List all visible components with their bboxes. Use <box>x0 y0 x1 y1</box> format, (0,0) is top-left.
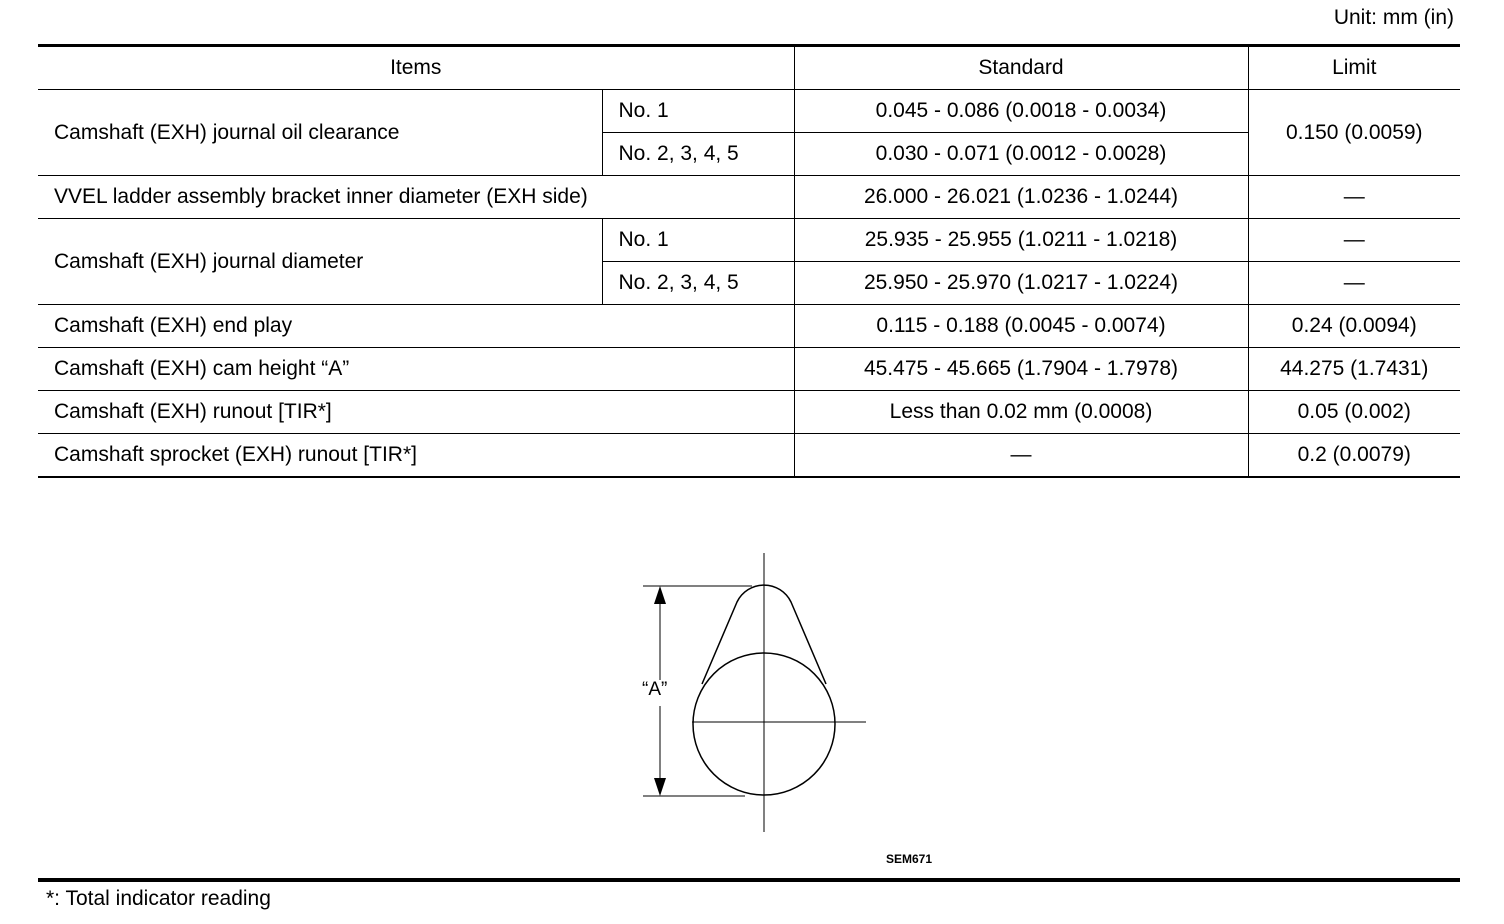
sub-item: No. 2, 3, 4, 5 <box>602 262 794 305</box>
item-journal-diameter: Camshaft (EXH) journal diameter <box>38 219 602 305</box>
item-camshaft-runout: Camshaft (EXH) runout [TIR*] <box>38 391 794 434</box>
header-limit: Limit <box>1248 46 1460 90</box>
limit-value: — <box>1248 262 1460 305</box>
standard-value: 0.045 - 0.086 (0.0018 - 0.0034) <box>794 90 1248 133</box>
standard-value: — <box>794 434 1248 478</box>
figure-code: SEM671 <box>886 852 933 866</box>
item-bracket-inner-diameter: VVEL ladder assembly bracket inner diameter (EXH side) <box>38 176 794 219</box>
limit-value: 0.2 (0.0079) <box>1248 434 1460 478</box>
standard-value: 26.000 - 26.021 (1.0236 - 1.0244) <box>794 176 1248 219</box>
item-sprocket-runout: Camshaft sprocket (EXH) runout [TIR*] <box>38 434 794 478</box>
limit-value: 0.05 (0.002) <box>1248 391 1460 434</box>
header-items: Items <box>38 46 794 90</box>
item-journal-oil-clearance: Camshaft (EXH) journal oil clearance <box>38 90 602 176</box>
table-row <box>38 391 1460 434</box>
table-header-row <box>38 46 1460 90</box>
dimension-label-a: “A” <box>642 679 668 700</box>
item-end-play: Camshaft (EXH) end play <box>38 305 794 348</box>
standard-value: 25.935 - 25.955 (1.0211 - 1.0218) <box>794 219 1248 262</box>
unit-label: Unit: mm (in) <box>1333 6 1454 29</box>
standard-value: 0.115 - 0.188 (0.0045 - 0.0074) <box>794 305 1248 348</box>
footnote: *: Total indicator reading <box>46 887 271 910</box>
dimension-arrow-up <box>654 586 666 604</box>
sub-item: No. 2, 3, 4, 5 <box>602 133 794 176</box>
cam-height-diagram <box>640 550 880 840</box>
spec-table <box>38 44 1460 478</box>
standard-value: 0.030 - 0.071 (0.0012 - 0.0028) <box>794 133 1248 176</box>
limit-value: — <box>1248 176 1460 219</box>
table-row <box>38 90 1460 133</box>
sub-item: No. 1 <box>602 90 794 133</box>
standard-value: Less than 0.02 mm (0.0008) <box>794 391 1248 434</box>
standard-value: 25.950 - 25.970 (1.0217 - 1.0224) <box>794 262 1248 305</box>
limit-value: 44.275 (1.7431) <box>1248 348 1460 391</box>
header-standard: Standard <box>794 46 1248 90</box>
limit-value: 0.24 (0.0094) <box>1248 305 1460 348</box>
table-row <box>38 434 1460 478</box>
limit-value: — <box>1248 219 1460 262</box>
table-row <box>38 348 1460 391</box>
table-row <box>38 305 1460 348</box>
limit-value: 0.150 (0.0059) <box>1248 90 1460 176</box>
dimension-arrow-down <box>654 778 666 796</box>
table-row <box>38 219 1460 262</box>
item-cam-height: Camshaft (EXH) cam height “A” <box>38 348 794 391</box>
standard-value: 45.475 - 45.665 (1.7904 - 1.7978) <box>794 348 1248 391</box>
sub-item: No. 1 <box>602 219 794 262</box>
table-row <box>38 176 1460 219</box>
bottom-rule <box>38 878 1460 882</box>
